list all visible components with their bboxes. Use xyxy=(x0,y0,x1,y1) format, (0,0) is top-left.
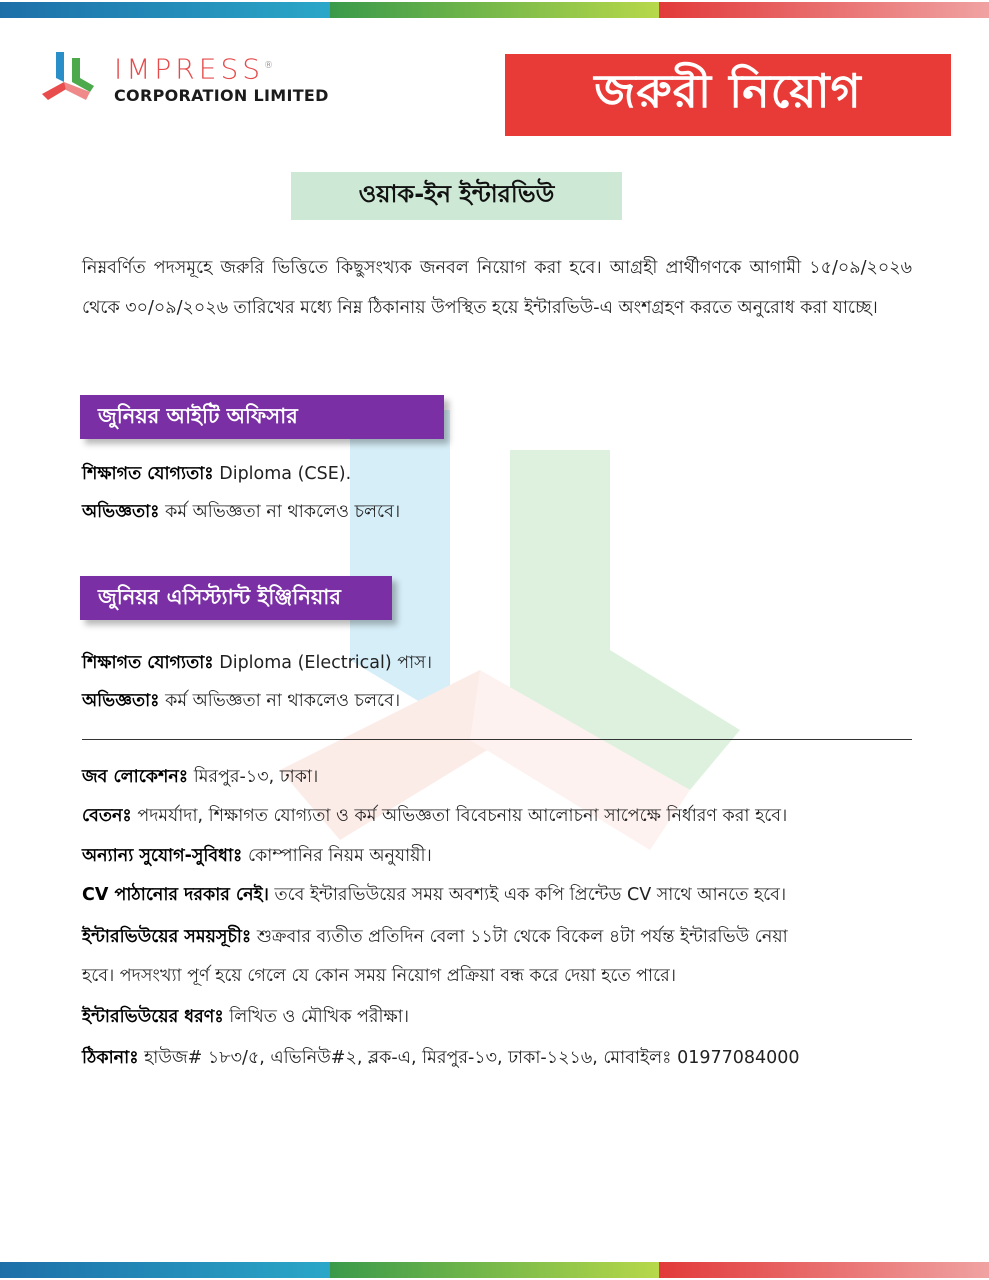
urgent-recruitment-banner: জরুরী নিয়োগ xyxy=(505,54,951,136)
job1-experience: অভিজ্ঞতাঃ কর্ম অভিজ্ঞতা না থাকলেও চলবে। xyxy=(82,502,401,522)
job-location: জব লোকেশনঃ মিরপুর-১৩, ঢাকা। xyxy=(82,767,319,787)
job2-education: শিক্ষাগত যোগ্যতাঃ Diploma (Electrical) পাস। xyxy=(82,653,433,673)
job-title-it-officer: জুনিয়র আইটি অফিসার xyxy=(80,395,444,439)
address-info: ঠিকানাঃ হাউজ# ১৮৩/৫, এভিনিউ#২, ব্লক-এ, মিরপুর-১৩, ঢাকা-১২১৬, মোবাইলঃ 01977084000 xyxy=(82,1048,800,1068)
bottom-color-stripe xyxy=(0,1262,989,1278)
logo-brand-text: IMPRESS® xyxy=(114,52,273,86)
logo-subtitle: CORPORATION LIMITED xyxy=(114,86,329,106)
salary-info: বেতনঃ পদমর্যাদা, শিক্ষাগত যোগ্যতা ও কর্ম অভিজ্ঞতা বিবেচনায় আলোচনা সাপেক্ষে নির্ধারণ করা হবে। xyxy=(82,806,788,826)
job1-education: শিক্ষাগত যোগ্যতাঃ Diploma (CSE). xyxy=(82,464,352,484)
job-title-assistant-engineer: জুনিয়র এসিস্ট্যান্ট ইঞ্জিনিয়ার xyxy=(80,576,392,620)
benefits-info: অন্যান্য সুযোগ-সুবিধাঃ কোম্পানির নিয়ম অনুযায়ী। xyxy=(82,846,432,866)
impress-logo-icon xyxy=(38,50,102,106)
top-color-stripe xyxy=(0,2,989,18)
interview-type: ইন্টারভিউয়ের ধরণঃ লিখিত ও মৌখিক পরীক্ষা। xyxy=(82,1007,410,1027)
interview-schedule: ইন্টারভিউয়ের সময়সূচীঃ শুক্রবার ব্যতীত প্রতিদিন বেলা ১১টা থেকে বিকেল ৪টা পর্যন্ত ইন্টারভিউ নেয়া xyxy=(82,927,788,947)
intro-paragraph: নিম্নবর্ণিত পদসমূহে জরুরি ভিত্তিতে কিছুসংখ্যক জনবল নিয়োগ করা হবে। আগ্রহী প্রার্থীগণকে আগামী ১৫/০৯/২০২৬ থেকে ৩০/০৯/২০২৬ তারিখের মধ্যে নিম্ন ঠিকানায় উপস্থিত হয়ে ইন্টারভিউ-এ অংশগ্রহণ করতে অনুরোধ করা যাচ্ছে। xyxy=(82,258,912,318)
company-logo xyxy=(38,50,329,106)
interview-schedule-continued: হবে। পদসংখ্যা পূর্ণ হয়ে গেলে যে কোন সময় নিয়োগ প্রক্রিয়া বন্ধ করে দেয়া হতে পারে। xyxy=(82,966,677,986)
job2-experience: অভিজ্ঞতাঃ কর্ম অভিজ্ঞতা না থাকলেও চলবে। xyxy=(82,691,401,711)
section-divider xyxy=(82,739,912,740)
walk-in-interview-title: ওয়াক-ইন ইন্টারভিউ xyxy=(291,172,622,220)
cv-info: CV পাঠানোর দরকার নেই। তবে ইন্টারভিউয়ের সময় অবশ্যই এক কপি প্রিন্টেড CV সাথে আনতে হবে। xyxy=(82,885,787,905)
